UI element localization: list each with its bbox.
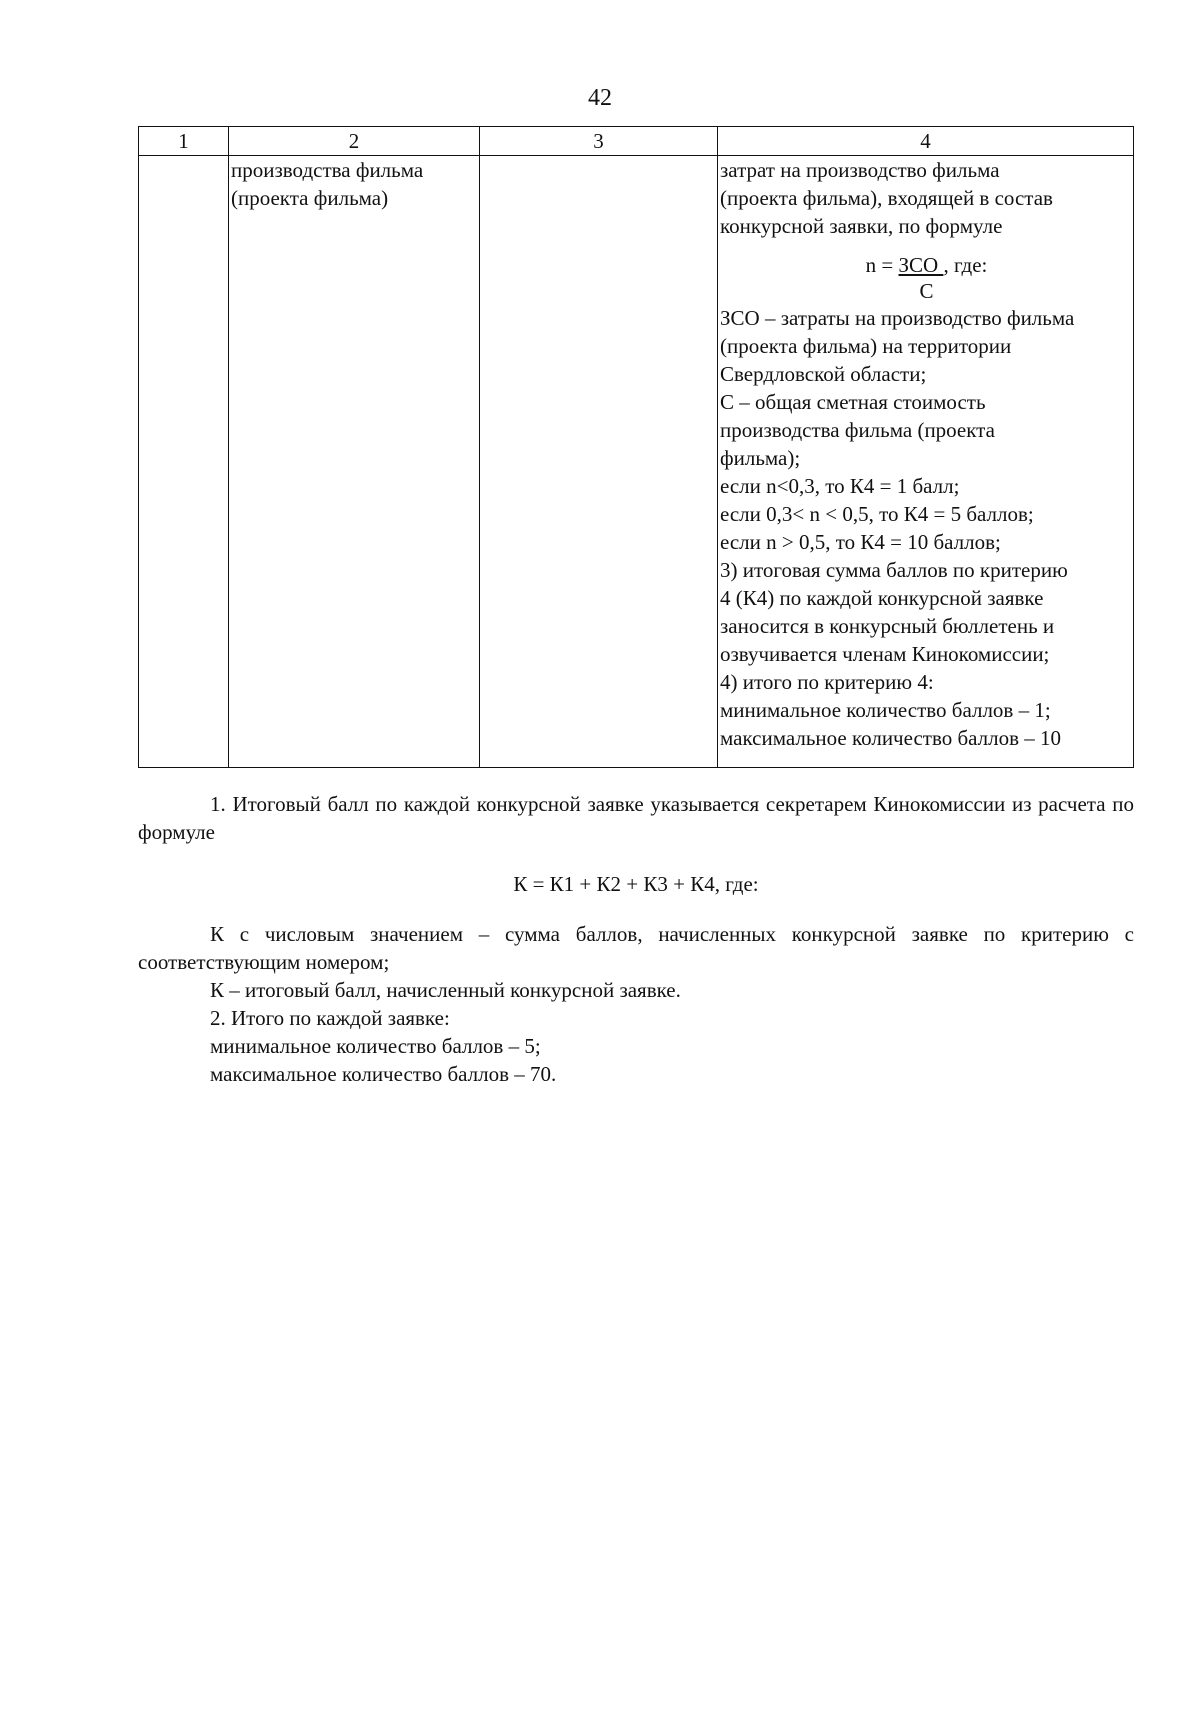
paragraph-min-score: минимальное количество баллов – 5; [210, 1034, 541, 1058]
criteria-table [138, 126, 1134, 768]
cell-col2 [229, 156, 480, 768]
body-text [138, 790, 1134, 1088]
cell-line: производства фильма (проекта [720, 418, 995, 442]
column-header: 2 [229, 127, 480, 156]
paragraph-total-score: 1. Итоговый балл по каждой конкурсной заявке указывается секретарем Кинокомиссии из расчета по формуле [138, 792, 1134, 844]
cell-line: если n > 0,5, то К4 = 10 баллов; [720, 530, 1001, 554]
paragraph-total-per-application: 2. Итого по каждой заявке: [210, 1006, 450, 1030]
formula-numerator: ЗСО [898, 253, 944, 277]
paragraph-max-score: максимальное количество баллов – 70. [210, 1062, 557, 1086]
cell-line: минимальное количество баллов – 1; [720, 698, 1051, 722]
cell-line: если 0,3< n < 0,5, то К4 = 5 баллов; [720, 502, 1034, 526]
cell-line: С – общая сметная стоимость [720, 390, 986, 414]
paragraph-k-total: К – итоговый балл, начисленный конкурсной заявке. [210, 978, 681, 1002]
column-header: 3 [480, 127, 718, 156]
cell-line: 4 (К4) по каждой конкурсной заявке [720, 586, 1044, 610]
formula-lhs: n = [865, 253, 899, 277]
cell-line: максимальное количество баллов – 10 [720, 726, 1062, 750]
cell-line: конкурсной заявки, по формуле [720, 214, 1003, 238]
cell-line: озвучивается членам Кинокомиссии; [720, 642, 1050, 666]
cell-line: (проекта фильма) на территории [720, 334, 1012, 358]
cell-line: 4) итого по критерию 4: [720, 670, 934, 694]
cell-line: 3) итоговая сумма баллов по критерию [720, 558, 1068, 582]
page-number: 42 [588, 85, 612, 111]
total-formula: К = К1 + К2 + К3 + К4, где: [513, 872, 759, 896]
cell-line: затрат на производство фильма [720, 158, 1000, 182]
table-header-row [139, 127, 1134, 156]
cell-line: (проекта фильма), входящей в состав [720, 186, 1053, 210]
column-header: 4 [718, 127, 1134, 156]
paragraph-k-definition: К с числовым значением – сумма баллов, начисленных конкурсной заявке по критерию с соответствующим номером; [138, 922, 1134, 974]
cell-line: если n<0,3, то К4 = 1 балл; [720, 474, 960, 498]
cell-col1 [139, 156, 229, 768]
cell-line: ЗСО – затраты на производство фильма [720, 306, 1075, 330]
formula-suffix: , где: [943, 253, 988, 277]
cell-line: фильма); [720, 446, 801, 470]
formula-denominator: С [919, 279, 934, 303]
cell-line: заносится в конкурсный бюллетень и [720, 614, 1055, 638]
table-row [139, 156, 1134, 768]
formula-top-line [720, 252, 1133, 278]
cell-line: Свердловской области; [720, 362, 927, 386]
column-header: 1 [139, 127, 229, 156]
cell-col4 [718, 156, 1134, 768]
cell-col3 [480, 156, 718, 768]
cell-line: (проекта фильма) [231, 186, 389, 210]
ratio-formula [720, 252, 1133, 304]
cell-line: производства фильма [231, 158, 424, 182]
